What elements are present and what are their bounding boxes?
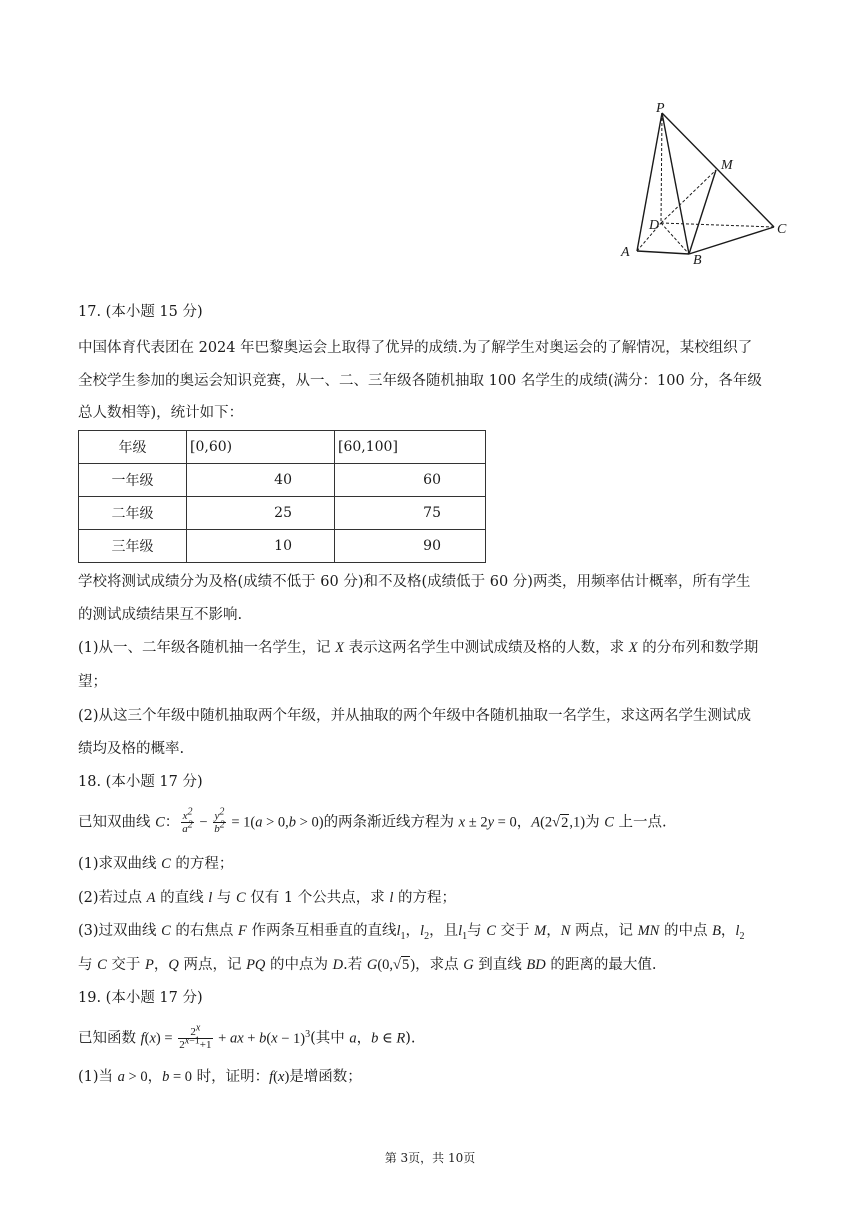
- page-footer: 第 3页，共 10页: [384, 1151, 476, 1165]
- table-row: [79, 464, 486, 497]
- label-a: A: [621, 245, 630, 260]
- q18-part1: (1)求双曲线 C 的方程；: [78, 856, 234, 872]
- edge-db: [661, 223, 689, 254]
- table-cell: 90: [335, 530, 486, 563]
- table-cell: 40: [187, 464, 335, 497]
- edge-pc: [662, 113, 774, 227]
- q17-part2-a: (2)从这三个年级中随机抽取两个年级，并从抽取的两个年级中各随机抽取一名学生，求这两名学生测试成: [78, 708, 752, 724]
- label-b: B: [693, 253, 702, 265]
- edge-pb: [662, 113, 689, 254]
- table-cell: 一年级: [79, 464, 187, 497]
- table-header-row: [79, 431, 486, 464]
- score-table: [78, 430, 486, 563]
- q17-part1: (1)从一、二年级各随机抽一名学生，记 X 表示这两名学生中测试成绩及格的人数，求 X 的分布列和数学期: [78, 640, 759, 656]
- edge-dc: [661, 223, 774, 227]
- table-cell: 二年级: [79, 497, 187, 530]
- table-cell: 10: [187, 530, 335, 563]
- q17-intro-1: 中国体育代表团在 2024 年巴黎奥运会上取得了优异的成绩.为了解学生对奥运会的了解情况，某校组织了: [78, 340, 753, 356]
- edge-bc: [689, 227, 774, 254]
- q17-intro-3: 总人数相等)，统计如下：: [78, 405, 244, 421]
- q17-intro-2: 全校学生参加的奥运会知识竞赛，从一、二、三年级各随机抽取 100 名学生的成绩(满分：100 分，各年级: [78, 373, 762, 389]
- table-cell: 60: [335, 464, 486, 497]
- table-row: [79, 497, 486, 530]
- table-row: [79, 530, 486, 563]
- edge-pd: [661, 113, 662, 223]
- label-c: C: [777, 222, 787, 237]
- label-p: P: [656, 101, 665, 116]
- pyramid-figure: [612, 100, 802, 265]
- q17-after-1: 学校将测试成绩分为及格(成绩不低于 60 分)和不及格(成绩低于 60 分)两类，用频率估计概率，所有学生: [78, 574, 751, 590]
- label-m: M: [721, 158, 733, 173]
- table-cell: 三年级: [79, 530, 187, 563]
- q17-heading: 17. (本小题 15 分): [78, 304, 203, 320]
- q17-part1-cont: 望；: [78, 674, 107, 690]
- table-header-cell: [60,100]: [335, 431, 486, 464]
- table-header-cell: [0,60): [187, 431, 335, 464]
- q19-part1: (1)当 a > 0，b = 0 时，证明：f(x)是增函数；: [78, 1069, 362, 1085]
- table-cell: 75: [335, 497, 486, 530]
- label-d: D: [649, 218, 660, 233]
- q19-heading: 19. (本小题 17 分): [78, 990, 203, 1006]
- q17-after-2: 的测试成绩结果互不影响.: [78, 607, 243, 623]
- q19-statement: 已知函数 f(x) = $\frac{2^x}{2^{x-1}+1}$ + ax + $b(x - 1)^3$(其中 a，b ∈ R).: [78, 1022, 416, 1051]
- table-cell: 25: [187, 497, 335, 530]
- edge-ab: [637, 251, 689, 254]
- q18-statement: 已知双曲线 C： $\frac{x^2}{a^2}$ − $\frac{y^2}{b^2}$ = 1(a > 0,b > 0)的两条渐近线方程为 x ± 2y = 0，A(2√2,1)为 C 上一点.: [78, 806, 667, 835]
- q17-part2-b: 绩均及格的概率.: [78, 741, 185, 757]
- q18-part3-a: (3)过双曲线 C 的右焦点 F 作两条互相垂直的直线$l_1$，$l_2$，且$l_1$与 C 交于 M，N 两点，记 MN 的中点 B，$l_2$: [78, 923, 745, 942]
- q18-part3-b: 与 C 交于 P，Q 两点，记 PQ 的中点为 D.若 G(0,√5)，求点 G 到直线 BD 的距离的最大值.: [78, 957, 657, 973]
- q18-heading: 18. (本小题 17 分): [78, 774, 203, 790]
- q18-part2: (2)若过点 A 的直线 l 与 C 仅有 1 个公共点，求 l 的方程；: [78, 890, 456, 906]
- table-header-cell: 年级: [79, 431, 187, 464]
